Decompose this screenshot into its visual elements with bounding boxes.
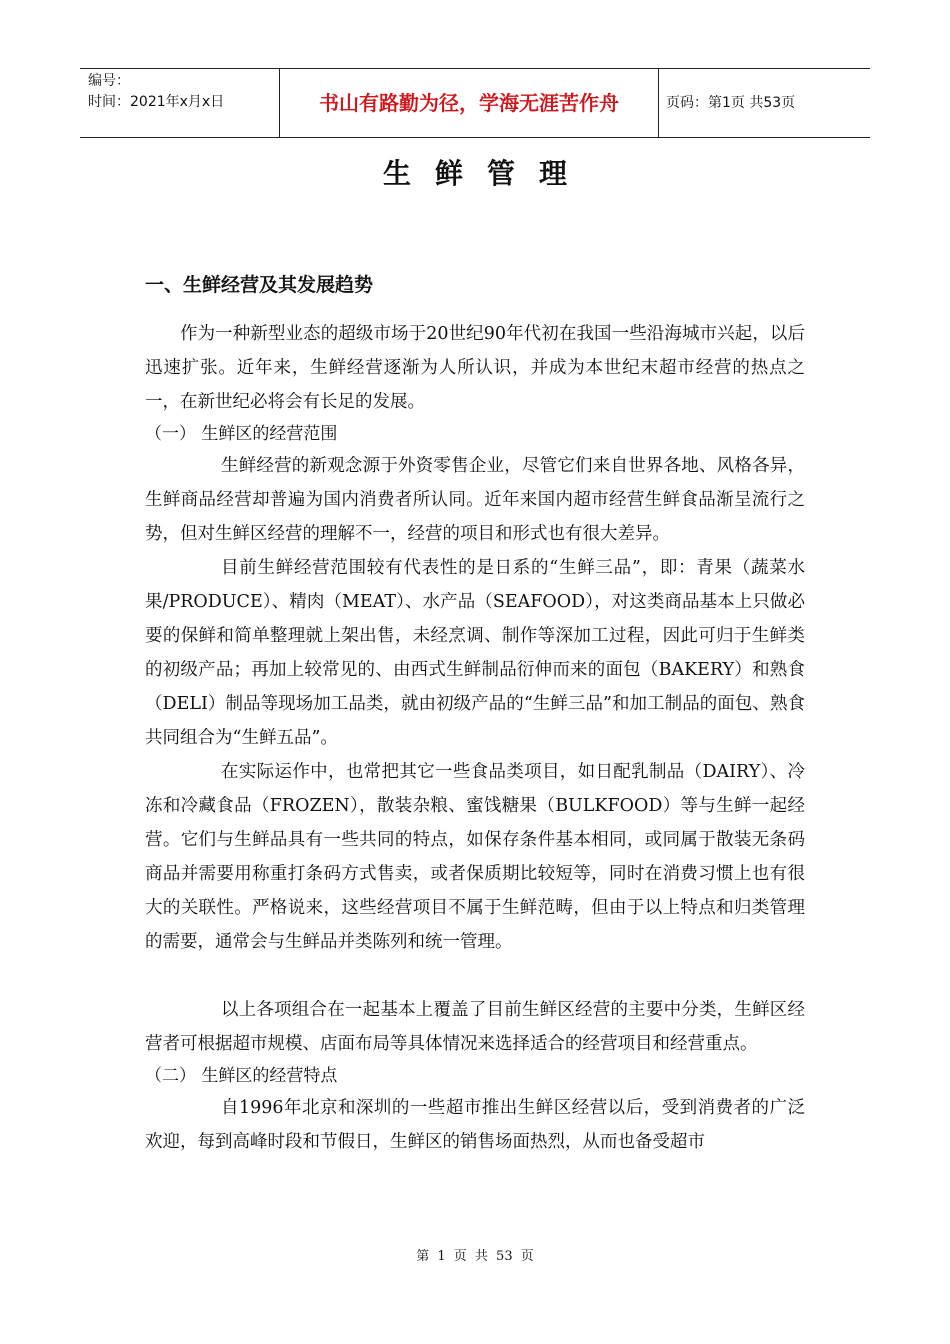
header-divider	[658, 69, 659, 137]
header-page-info: 页码：第1页 共53页	[666, 95, 796, 111]
document-title: 生鲜管理	[382, 157, 591, 190]
paragraph-spacer	[145, 959, 805, 993]
subsection-heading: （二） 生鲜区的经营特点	[145, 1066, 338, 1086]
header-motto: 书山有路勤为径，学海无涯苦作舟	[319, 91, 619, 115]
paragraph: 在实际运作中，也常把其它一些食品类项目，如日配乳制品（DAIRY）、冷冻和冷藏食品（FROZEN），散装杂粮、蜜饯糖果（BULKFOOD）等与生鲜一起经营。它们与生鲜品具有一些共同的特点，如保存条件基本相同，或同属于散装无条码商品并需要用称重打条码方式售卖，或者保质期比较短等，同时在消费习惯上也有很大的关联性。严格说来，这些经营项目不属于生鲜范畴，但由于以上特点和归类管理的需要，通常会与生鲜品并类陈列和统一管理。	[145, 762, 805, 952]
paragraph-intro: 作为一种新型业态的超级市场于20世纪90年代初在我国一些沿海城市兴起，以后迅速扩张。近年来，生鲜经营逐渐为人所认识，并成为本世纪末超市经营的热点之一，在新世纪必将会有长足的发展。	[145, 324, 805, 412]
document-number-label: 编号：	[88, 73, 130, 89]
page-footer: 第 1 页 共 53 页	[416, 1249, 534, 1264]
paragraph: 以上各项组合在一起基本上覆盖了目前生鲜区经营的主要中分类，生鲜区经营者可根据超市规模、店面布局等具体情况来选择适合的经营项目和经营重点。	[145, 1000, 805, 1054]
paragraph: 目前生鲜经营范围较有代表性的是日系的“生鲜三品”，即：青果（蔬菜水果/PRODUCE）、精肉（MEAT）、水产品（SEAFOOD），对这类商品基本上只做必要的保鲜和简单整理就上架出售，未经烹调、制作等深加工过程，因此可归于生鲜类的初级产品；再加上较常见的、由西式生鲜制品衍伸而来的面包（BAKERY）和熟食（DELI）制品等现场加工品类，就由初级产品的“生鲜三品”和加工制品的面包、熟食共同组合为“生鲜五品”。	[145, 558, 805, 748]
page-header	[80, 68, 870, 138]
document-body	[145, 265, 805, 1159]
section-heading: 一、生鲜经营及其发展趋势	[145, 274, 374, 296]
paragraph: 自1996年北京和深圳的一些超市推出生鲜区经营以后，受到消费者的广泛欢迎，每到高峰时段和节假日，生鲜区的销售场面热烈，从而也备受超市	[145, 1098, 805, 1152]
document-date-label: 时间：2021年x月x日	[88, 94, 225, 110]
header-meta	[88, 71, 278, 113]
subsection-heading: （一） 生鲜区的经营范围	[145, 424, 338, 444]
paragraph: 生鲜经营的新观念源于外资零售企业，尽管它们来自世界各地、风格各异，生鲜商品经营却普遍为国内消费者所认同。近年来国内超市经营生鲜食品渐呈流行之势，但对生鲜区经营的理解不一，经营的项目和形式也有很大差异。	[145, 456, 805, 544]
